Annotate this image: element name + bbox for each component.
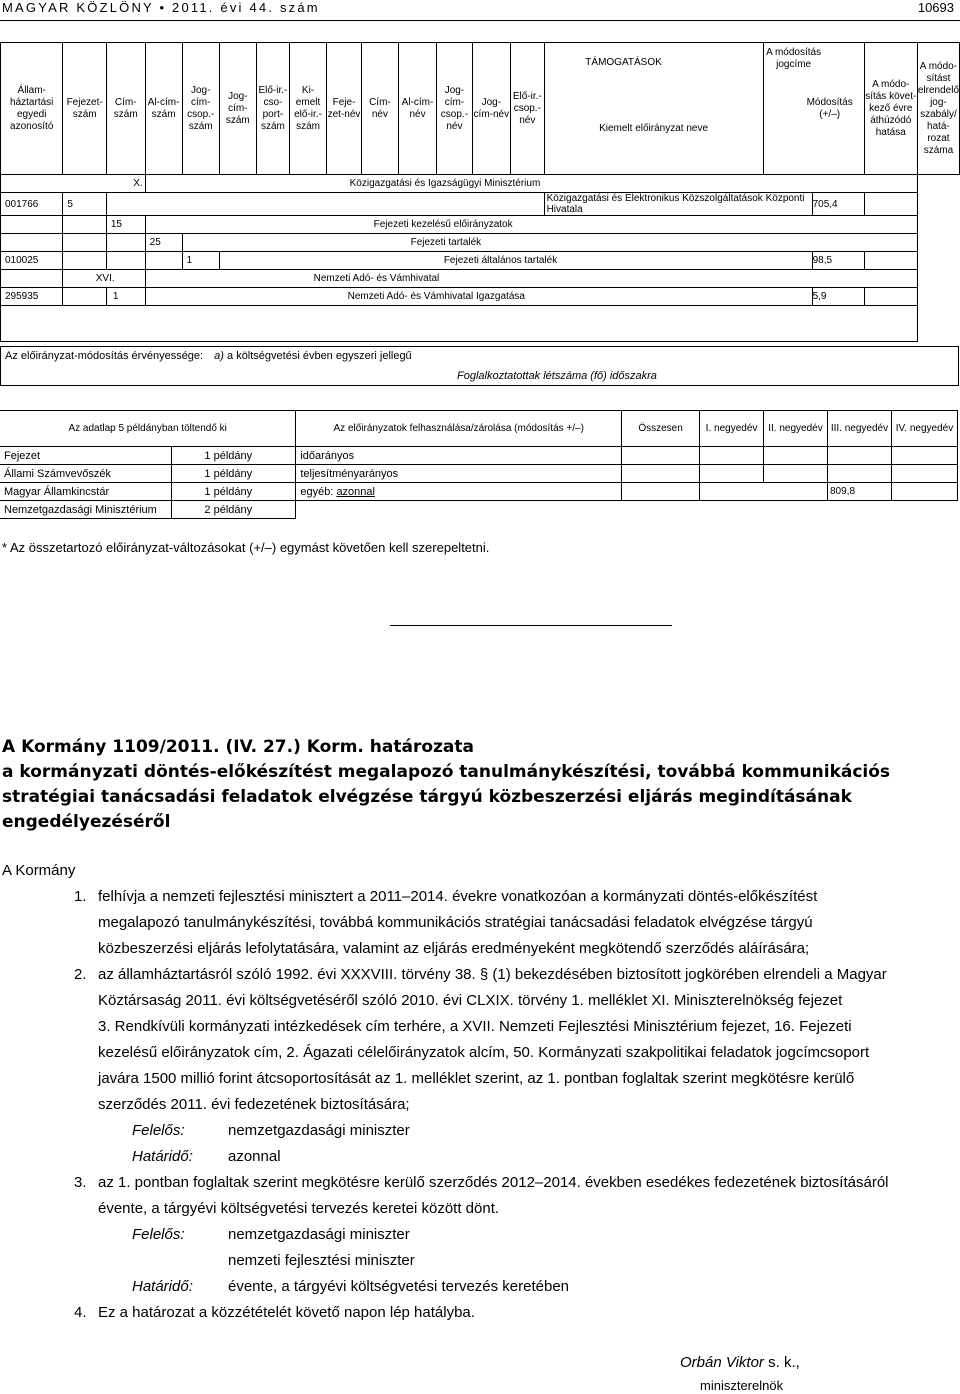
cell-code: 010025: [1, 252, 63, 270]
item-2-line-1: az államháztartásról szóló 1992. évi XXXVIII. törvény 38. § (1) bekezdésében biztosított jogkörében elrendeli a Magyar: [98, 966, 887, 983]
cell-inline: XVI.: [63, 270, 145, 288]
total-header: Összesen: [622, 411, 700, 447]
item-4-line-1: Ez a határozat a közzétételét követő napon lép hatályba.: [98, 1304, 475, 1321]
table-row: [1, 193, 960, 216]
felelos-value: nemzetgazdasági miniszter: [228, 1226, 410, 1243]
item-1-line-1: felhívja a nemzeti fejlesztési minisztert a 2011–2014. évekre vonatkozóan a kormányzati döntés-előkészítést: [98, 888, 818, 905]
separator: [390, 625, 672, 626]
col-kiemelt-eloir-szam: Ki-emelt elő-ir.-szám: [290, 43, 327, 175]
col-fejezet-nev: Feje-zet-név: [327, 43, 362, 175]
cell-code: 001766: [1, 193, 63, 216]
cell-name: Fejezeti kezelésű előirányzatok: [145, 216, 917, 234]
col-cim-szam: Cím-szám: [106, 43, 145, 175]
col-modositas: [763, 43, 864, 175]
validity-label: Az előirányzat-módosítás érvényessége: a) a költségvetési évben egyszeri jellegű: [5, 350, 412, 362]
validity-box: [0, 346, 959, 386]
cell-name: Nemzeti Adó- és Vámhivatal Igazgatása: [145, 288, 812, 306]
cell-value: 705,4: [812, 193, 864, 216]
table-row: Magyar Államkincstár 1 példány egyéb: azonnal 809,8: [0, 483, 958, 501]
signature: Orbán Viktor s. k.,: [680, 1354, 800, 1371]
modification-table: [0, 42, 960, 342]
table-row: [1, 234, 960, 252]
cell-name: Közigazgatási és Igazságügyi Minisztérium: [145, 175, 917, 193]
table-row: [1, 270, 960, 288]
quarter-3: III. negyedév: [827, 411, 891, 447]
col-kovetkezo-ev: A módo-sítás követ-kező évre áthúzódó hatása: [864, 43, 917, 175]
cell-name: Fejezeti tartalék: [182, 234, 917, 252]
hatarido-value: évente, a tárgyévi költségvetési tervezés keretében: [228, 1278, 570, 1295]
col-eloir-csoport-szam: Elő-ir.-cso-port-szám: [256, 43, 289, 175]
felelos-label: Felelős:: [132, 1226, 185, 1243]
item-number: 4.: [74, 1304, 87, 1321]
item-1-line-3: közbeszerzési eljárás lefolytatására, valamint az eljárás eredményeként megkötendő szerződés aláírására;: [98, 940, 810, 957]
felelos-value: nemzetgazdasági miniszter: [228, 1122, 410, 1139]
quarter-4: IV. negyedév: [891, 411, 957, 447]
page-number: 10693: [917, 0, 954, 15]
felelos-value: nemzeti fejlesztési miniszter: [228, 1252, 415, 1269]
item-1-line-2: megalapozó tanulmánykészítési, továbbá kommunikációs stratégiai tanácsadási feladatok elvégzése tárgyú: [98, 914, 813, 931]
item-2-line-6: szerződés 2011. évi fedezetének biztosítására;: [98, 1096, 410, 1113]
resolution-intro: A Kormány: [2, 862, 76, 879]
col-alcim-nev: Al-cím-név: [398, 43, 436, 175]
item-2-line-2: Köztársaság 2011. évi költségvetéséről szóló 2010. évi CLXIX. törvény 1. melléklet XI. Miniszterelnökség fejezet: [98, 992, 843, 1009]
cell-code: 295935: [1, 288, 63, 306]
table-row: Nemzetgazdasági Minisztérium 2 példány: [0, 501, 958, 519]
resolution-title: A Kormány 1109/2011. (IV. 27.) Korm. határozata: [2, 737, 474, 757]
col-jogcim-szam: Jog-cím-szám: [219, 43, 256, 175]
item-2-line-5: javára 1500 millió forint átcsoportosítását az 1. melléklet szerint, az 1. pontban foglaltak szerint megkötésre kerülő: [98, 1070, 855, 1087]
col-jogcimcsop-szam: Jog-cím-csop.-szám: [182, 43, 219, 175]
table-row: Állami Számvevőszék 1 példány teljesítményarányos: [0, 465, 958, 483]
hatarido-label: Határidő:: [132, 1148, 193, 1165]
cell-name: Közigazgatási és Elektronikus Közszolgáltatások Központi Hivatala: [544, 193, 812, 216]
col-ahaz: Állam-háztartási egyedi azonosító: [1, 43, 63, 175]
item-2-line-3: 3. Rendkívüli kormányzati intézkedések cím terhére, a XVII. Nemzeti Fejlesztési Minisztérium fejezet, 16. Fejezeti: [98, 1018, 852, 1035]
item-3-line-1: az 1. pontban foglaltak szerint megkötésre kerülő szerződés 2012–2014. években esedékes fedezetének biztosításáról: [98, 1174, 889, 1191]
table-row: [1, 288, 960, 306]
item-number: 1.: [74, 888, 87, 905]
col-tamogatasok: [544, 43, 763, 175]
copies-header: Az adatlap 5 példányban töltendő ki: [0, 411, 296, 447]
cell-name: Nemzeti Adó- és Vámhivatal: [145, 270, 917, 288]
header-rule: [0, 20, 960, 21]
cell-name: Fejezeti általános tartalék: [219, 252, 812, 270]
quarter-2: II. negyedév: [764, 411, 828, 447]
resolution-subtitle-3: engedélyezéséről: [2, 812, 171, 832]
copies-table: [0, 410, 958, 519]
table-row: Fejezet 1 példány időarányos: [0, 447, 958, 465]
col-jogcimcsop-nev: Jog-cím-csop.-név: [437, 43, 472, 175]
footnote: * Az összetartozó előirányzat-változásokat (+/–) egymást követően kell szerepeltetni.: [2, 540, 490, 555]
staff-label: Foglalkoztatottak létszáma (fő) időszakra: [457, 370, 657, 382]
running-header-left: MAGYAR KÖZLÖNY • 2011. évi 44. szám: [2, 0, 320, 15]
hatarido-value: azonnal: [228, 1148, 281, 1165]
quarter-1: I. negyedév: [700, 411, 764, 447]
hatarido-label: Határidő:: [132, 1278, 193, 1295]
item-number: 2.: [74, 966, 87, 983]
usage-header: Az előirányzatok felhasználása/zárolása (módosítás +/–): [296, 411, 622, 447]
item-2-line-4: kezelésű előirányzatok cím, 2. Ágazati célelőirányzatok alcím, 50. Kormányzati szakpolitikai feladatok jogcímcsoport: [98, 1044, 870, 1061]
felelos-label: Felelős:: [132, 1122, 185, 1139]
modositas-label: Módosítás (+/–): [806, 97, 853, 120]
col-fejezet-szam: Fejezet-szám: [63, 43, 106, 175]
item-number: 3.: [74, 1174, 87, 1191]
col-jogcim-nev: Jog-cím-név: [472, 43, 510, 175]
cell-inline: X.: [1, 175, 146, 193]
signature-title: miniszterelnök: [700, 1378, 784, 1393]
item-3-line-2: évente, a tárgyévi költségvetési tervezés keretei között dönt.: [98, 1200, 500, 1217]
cell-cim: 15: [106, 216, 145, 234]
cell-cim: 1: [106, 288, 145, 306]
cell-alcim: 25: [145, 234, 182, 252]
col-cim-nev: Cím-név: [362, 43, 399, 175]
col-elrendelo: A módo-sítást elrendelő jog-szabály/ hatá-rozat száma: [917, 43, 959, 175]
cell-fejezet: 5: [63, 193, 106, 216]
modositas-jogcime-label: A módosítás jogcíme: [766, 47, 822, 70]
col-alcim-szam: Al-cím-szám: [145, 43, 182, 175]
col-eloir-csop-nev: Elő-ir.-csop.-név: [511, 43, 545, 175]
table-row: [1, 216, 960, 234]
kiemelt-eloir-neve-label: Kiemelt előirányzat neve: [599, 123, 709, 134]
table-row: [1, 252, 960, 270]
resolution-subtitle-2: stratégiai tanácsadási feladatok elvégzése tárgyú közbeszerzési eljárás megindításának: [2, 787, 852, 807]
tamogatasok-label: TÁMOGATÁSOK: [585, 57, 662, 68]
resolution-subtitle-1: a kormányzati döntés-előkészítést megalapozó tanulmánykészítési, továbbá kommunikációs: [2, 762, 891, 782]
cell-jogcim: 1: [182, 252, 219, 270]
table-row: [1, 175, 960, 193]
cell-value: 5,9: [812, 288, 864, 306]
cell-value: 98,5: [812, 252, 864, 270]
